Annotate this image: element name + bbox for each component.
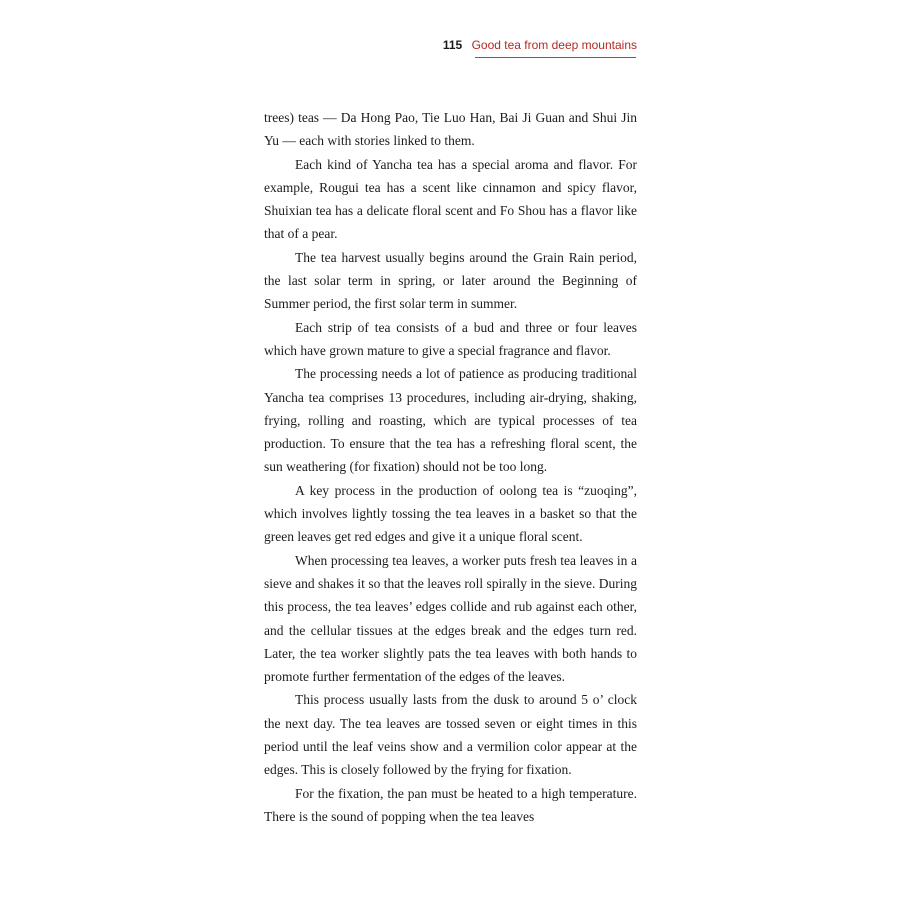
paragraph: This process usually lasts from the dusk to around 5 o’ clock the next day. The tea leaves are tossed seven or eight times in this period until the leaf veins show and a vermilion color appear at the edges. This is closely followed by the frying for fixation. — [264, 692, 637, 778]
paragraph: Each strip of tea consists of a bud and three or four leaves which have grown mature to give a special fragrance and flavor. — [264, 319, 637, 358]
paragraph: A key process in the production of oolong tea is “zuoqing”, which involves lightly tossing the tea leaves in a basket so that the green leaves get red edges and give it a unique floral scent. — [264, 482, 637, 545]
running-header — [443, 37, 637, 53]
paragraph: For the fixation, the pan must be heated to a high temperature. There is the sound of popping when the tea leaves — [264, 785, 637, 824]
paragraph: The tea harvest usually begins around the Grain Rain period, the last solar term in spring, or later around the Beginning of Summer period, the first solar term in summer. — [264, 249, 637, 312]
page-number: 115 — [442, 38, 463, 52]
paragraph: When processing tea leaves, a worker puts fresh tea leaves in a sieve and shakes it so that the leaves roll spirally in the sieve. During this process, the tea leaves’ edges collide and rub against each other, and the cellular tissues at the edges break and the edges turn red. Later, the tea worker slightly pats the tea leaves with both hands to promote further fermentation of the edges of the leaves. — [264, 552, 637, 685]
paragraph: Each kind of Yancha tea has a special aroma and flavor. For example, Rougui tea has a scent like cinnamon and spicy flavor, Shuixian tea has a delicate floral scent and Fo Shou has a flavor like that of a pear. — [264, 156, 637, 242]
header-rule — [475, 57, 636, 58]
chapter-title: Good tea from deep mountains — [471, 38, 637, 52]
body-text — [264, 106, 637, 828]
paragraph: trees) teas — Da Hong Pao, Tie Luo Han, Bai Ji Guan and Shui Jin Yu — each with stories linked to them. — [264, 110, 637, 149]
paragraph: The processing needs a lot of patience as producing traditional Yancha tea comprises 13 procedures, including air-drying, shaking, frying, rolling and roasting, which are typical processes of tea production. To ensure that the tea has a refreshing floral scent, the sun weathering (for fixation) should not be too long. — [264, 366, 637, 475]
